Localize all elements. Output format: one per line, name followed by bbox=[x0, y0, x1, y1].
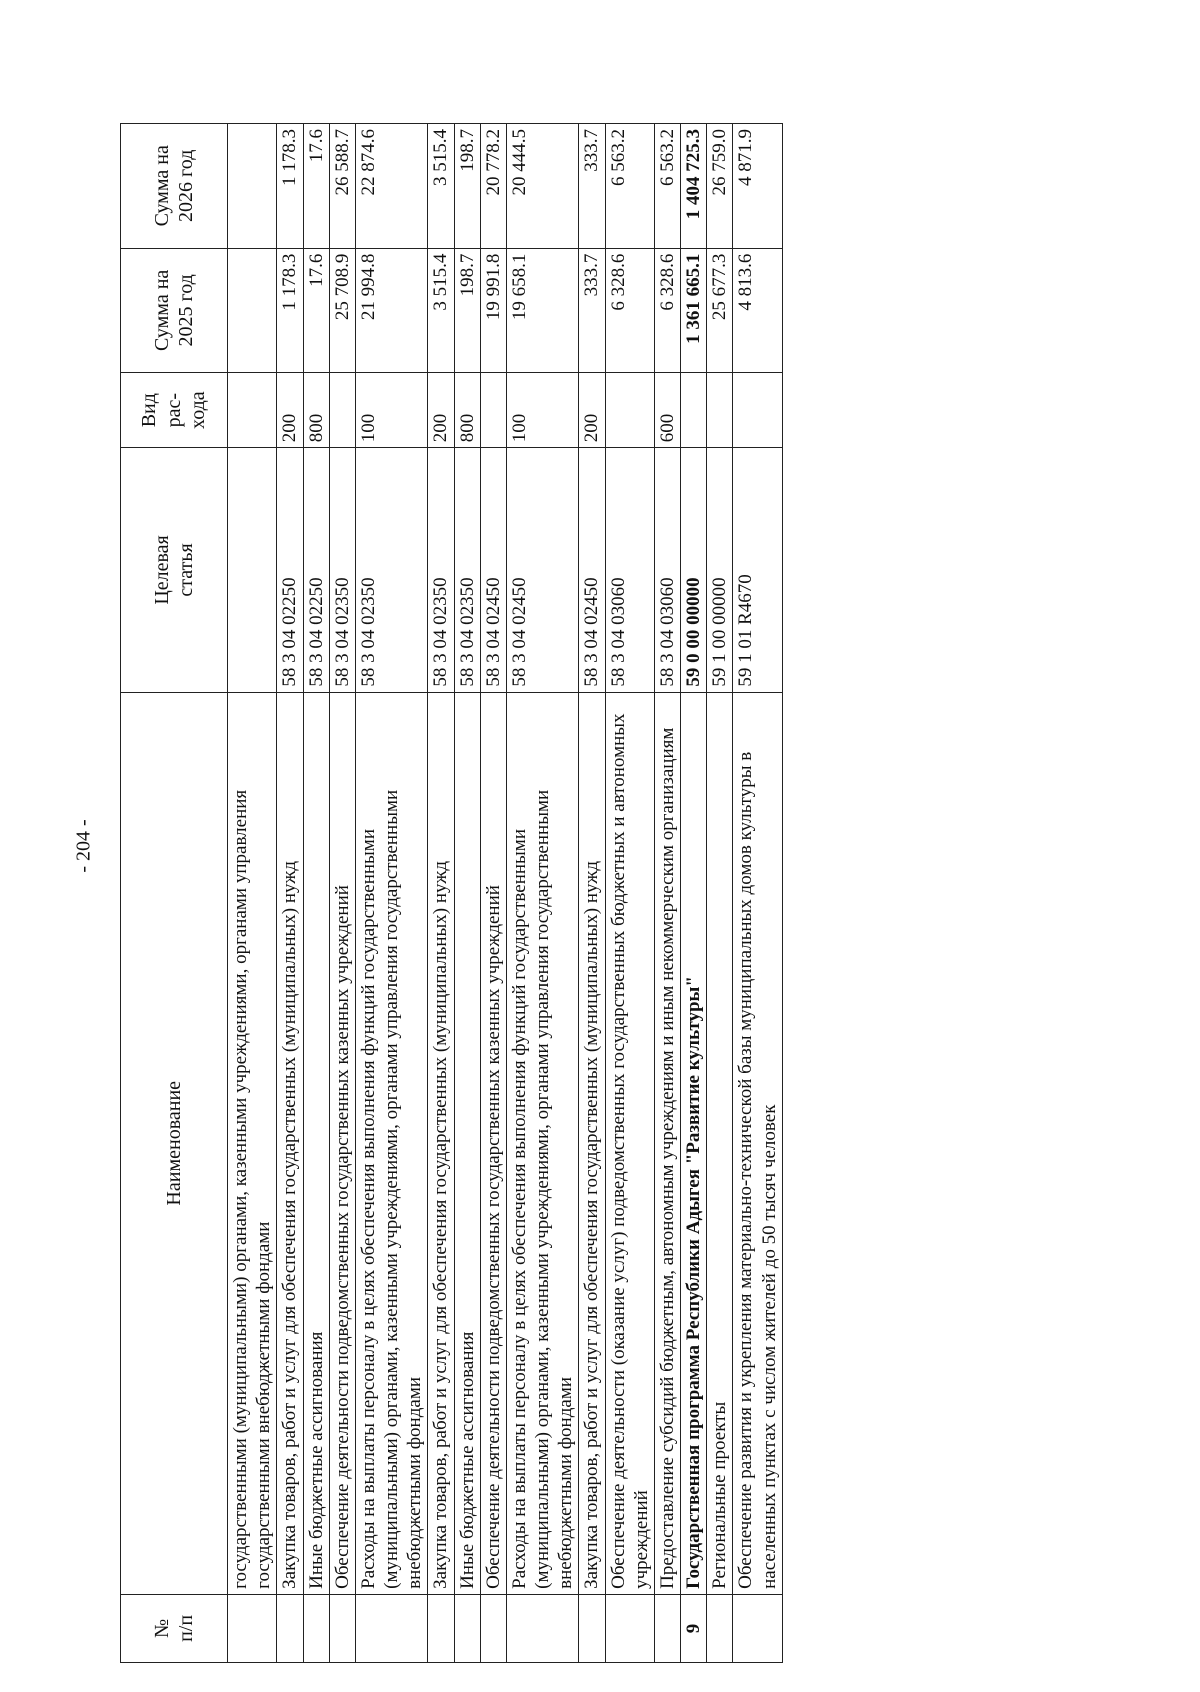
cell-name: Обеспечение деятельности подведомственных государственных казенных учреждений bbox=[480, 692, 506, 1594]
cell-code: 59 0 00 00000 bbox=[681, 448, 707, 692]
cell-name: Расходы на выплаты персоналу в целях обеспечения выполнения функций государственными (муниципальными) органами, казенными учреждениями, органами управления государственными внебюджетными фондами bbox=[506, 692, 579, 1594]
cell-name: Закупка товаров, работ и услуг для обеспечения государственных (муниципальных) нужд bbox=[579, 692, 605, 1594]
cell-sum-2026: 1 404 725.3 bbox=[681, 124, 707, 249]
cell-type bbox=[681, 373, 707, 448]
cell-sum-2026: 1 178.3 bbox=[277, 124, 303, 249]
table-row bbox=[733, 124, 782, 1663]
cell-num bbox=[277, 1594, 303, 1662]
table-row bbox=[579, 124, 605, 1663]
cell-code: 58 3 04 02450 bbox=[506, 448, 579, 692]
cell-sum-2026: 333.7 bbox=[579, 124, 605, 249]
cell-code: 58 3 04 02350 bbox=[454, 448, 480, 692]
cell-name: Государственная программа Республики Адыгея "Развитие культуры" bbox=[681, 692, 707, 1594]
cell-num bbox=[355, 1594, 428, 1662]
cell-sum-2025 bbox=[228, 248, 277, 373]
cell-sum-2026: 26 759.0 bbox=[707, 124, 733, 249]
cell-name: Обеспечение деятельности (оказание услуг) подведомственных государственных бюджетных и автономных учреждений bbox=[605, 692, 654, 1594]
cell-type bbox=[733, 373, 782, 448]
cell-sum-2026: 26 588.7 bbox=[329, 124, 355, 249]
table-row bbox=[454, 124, 480, 1663]
cell-sum-2026: 4 871.9 bbox=[733, 124, 782, 249]
header-sum-2025: Сумма на 2025 год bbox=[121, 248, 228, 373]
cell-sum-2025: 198.7 bbox=[454, 248, 480, 373]
cell-num bbox=[480, 1594, 506, 1662]
cell-code: 58 3 04 02250 bbox=[277, 448, 303, 692]
header-code: Целевая статья bbox=[121, 448, 228, 692]
cell-sum-2025: 1 361 665.1 bbox=[681, 248, 707, 373]
cell-name: Закупка товаров, работ и услуг для обеспечения государственных (муниципальных) нужд bbox=[277, 692, 303, 1594]
cell-code: 58 3 04 02450 bbox=[480, 448, 506, 692]
page-number-text: - 204 - bbox=[72, 819, 95, 873]
cell-num bbox=[605, 1594, 654, 1662]
header-type: Вид рас- хода bbox=[121, 373, 228, 448]
cell-num bbox=[303, 1594, 329, 1662]
cell-type: 200 bbox=[277, 373, 303, 448]
cell-sum-2025: 25 708.9 bbox=[329, 248, 355, 373]
cell-num bbox=[579, 1594, 605, 1662]
table-header-row bbox=[121, 124, 228, 1663]
cell-sum-2026 bbox=[228, 124, 277, 249]
cell-code: 59 1 01 R4670 bbox=[733, 448, 782, 692]
cell-type: 100 bbox=[355, 373, 428, 448]
cell-name: Закупка товаров, работ и услуг для обеспечения государственных (муниципальных) нужд bbox=[428, 692, 454, 1594]
table-row bbox=[355, 124, 428, 1663]
cell-code: 58 3 04 02350 bbox=[428, 448, 454, 692]
cell-code: 58 3 04 02350 bbox=[329, 448, 355, 692]
cell-type bbox=[707, 373, 733, 448]
cell-code: 58 3 04 02250 bbox=[303, 448, 329, 692]
cell-type bbox=[329, 373, 355, 448]
table-row bbox=[329, 124, 355, 1663]
cell-type bbox=[228, 373, 277, 448]
cell-sum-2025: 25 677.3 bbox=[707, 248, 733, 373]
table-row bbox=[480, 124, 506, 1663]
header-sum-2026: Сумма на 2026 год bbox=[121, 124, 228, 249]
cell-type: 600 bbox=[654, 373, 680, 448]
cell-num bbox=[329, 1594, 355, 1662]
cell-num bbox=[428, 1594, 454, 1662]
cell-num bbox=[707, 1594, 733, 1662]
cell-type: 200 bbox=[579, 373, 605, 448]
cell-code: 58 3 04 02350 bbox=[355, 448, 428, 692]
cell-num bbox=[228, 1594, 277, 1662]
table-row bbox=[277, 124, 303, 1663]
table-row bbox=[605, 124, 654, 1663]
cell-type: 800 bbox=[303, 373, 329, 448]
cell-num bbox=[506, 1594, 579, 1662]
cell-type: 200 bbox=[428, 373, 454, 448]
cell-code: 58 3 04 02450 bbox=[579, 448, 605, 692]
cell-code: 58 3 04 03060 bbox=[654, 448, 680, 692]
cell-sum-2025: 1 178.3 bbox=[277, 248, 303, 373]
cell-name: Иные бюджетные ассигнования bbox=[303, 692, 329, 1594]
cell-sum-2025: 4 813.6 bbox=[733, 248, 782, 373]
cell-sum-2026: 17.6 bbox=[303, 124, 329, 249]
table-row bbox=[654, 124, 680, 1663]
cell-sum-2026: 198.7 bbox=[454, 124, 480, 249]
cell-name: Обеспечение деятельности подведомственных государственных казенных учреждений bbox=[329, 692, 355, 1594]
cell-num bbox=[733, 1594, 782, 1662]
cell-type bbox=[605, 373, 654, 448]
cell-sum-2025: 6 328.6 bbox=[605, 248, 654, 373]
table-row bbox=[428, 124, 454, 1663]
budget-table-container bbox=[120, 123, 1020, 1663]
table-row bbox=[506, 124, 579, 1663]
cell-sum-2025: 19 658.1 bbox=[506, 248, 579, 373]
cell-sum-2026: 6 563.2 bbox=[605, 124, 654, 249]
budget-table bbox=[120, 123, 783, 1663]
table-body bbox=[228, 124, 783, 1663]
table-row bbox=[681, 124, 707, 1663]
cell-sum-2026: 3 515.4 bbox=[428, 124, 454, 249]
table-row bbox=[303, 124, 329, 1663]
cell-num bbox=[654, 1594, 680, 1662]
cell-type bbox=[480, 373, 506, 448]
table-row bbox=[228, 124, 277, 1663]
cell-num bbox=[454, 1594, 480, 1662]
cell-name: Региональные проекты bbox=[707, 692, 733, 1594]
cell-sum-2026: 22 874.6 bbox=[355, 124, 428, 249]
cell-name: Иные бюджетные ассигнования bbox=[454, 692, 480, 1594]
cell-sum-2025: 19 991.8 bbox=[480, 248, 506, 373]
cell-sum-2026: 6 563.2 bbox=[654, 124, 680, 249]
cell-sum-2026: 20 444.5 bbox=[506, 124, 579, 249]
cell-sum-2025: 3 515.4 bbox=[428, 248, 454, 373]
cell-sum-2025: 21 994.8 bbox=[355, 248, 428, 373]
cell-sum-2025: 17.6 bbox=[303, 248, 329, 373]
cell-num: 9 bbox=[681, 1594, 707, 1662]
cell-code: 58 3 04 03060 bbox=[605, 448, 654, 692]
header-name: Наименование bbox=[121, 692, 228, 1594]
cell-name: Расходы на выплаты персоналу в целях обеспечения выполнения функций государственными (муниципальными) органами, казенными учреждениями, органами управления государственными внебюджетными фондами bbox=[355, 692, 428, 1594]
cell-sum-2025: 6 328.6 bbox=[654, 248, 680, 373]
cell-name: Обеспечение развития и укрепления материально-технической базы муниципальных домов культуры в населенных пунктах с числом жителей до 50 тысяч человек bbox=[733, 692, 782, 1594]
table-row bbox=[707, 124, 733, 1663]
cell-type: 100 bbox=[506, 373, 579, 448]
cell-name: Предоставление субсидий бюджетным, автономным учреждениям и иным некоммерческим организациям bbox=[654, 692, 680, 1594]
cell-sum-2026: 20 778.2 bbox=[480, 124, 506, 249]
header-num: № п/п bbox=[121, 1594, 228, 1662]
cell-sum-2025: 333.7 bbox=[579, 248, 605, 373]
cell-code bbox=[228, 448, 277, 692]
cell-type: 800 bbox=[454, 373, 480, 448]
cell-name: государственными (муниципальными) органами, казенными учреждениями, органами управления государственными внебюджетными фондами bbox=[228, 692, 277, 1594]
cell-code: 59 1 00 00000 bbox=[707, 448, 733, 692]
